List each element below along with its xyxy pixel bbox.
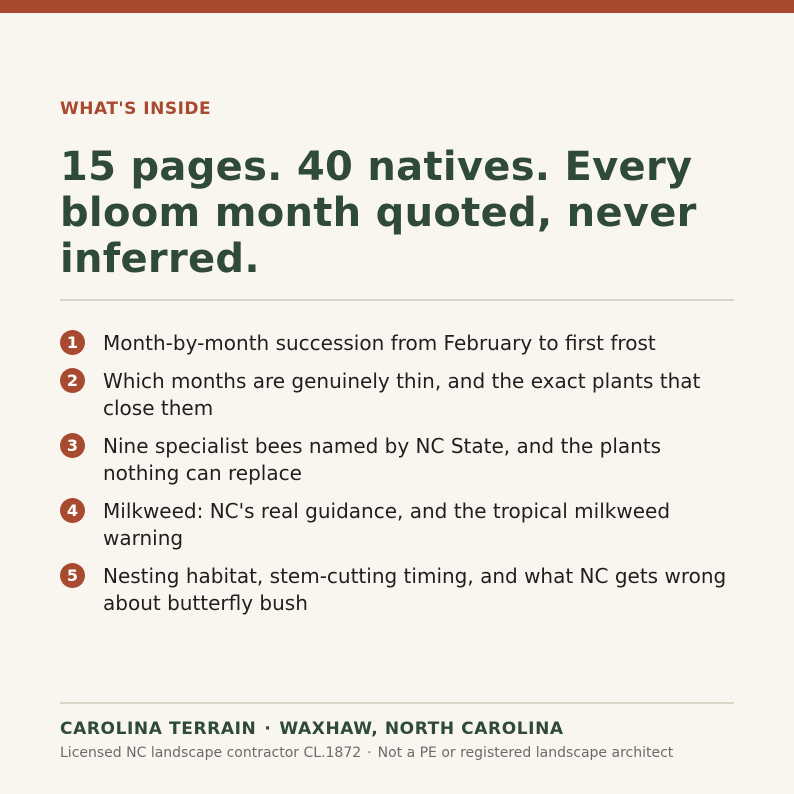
- brand-location: WAXHAW, NORTH CAROLINA: [279, 719, 564, 739]
- footer-license-line: [60, 745, 673, 761]
- list-item: [60, 563, 734, 617]
- divider-bottom: [60, 702, 734, 704]
- list-item-text: Milkweed: NC's real guidance, and the tropical milkweed warning: [103, 499, 671, 550]
- headline: 15 pages. 40 natives. Every bloom month quoted, never inferred.: [60, 144, 697, 282]
- list-item-text: Nine specialist bees named by NC State, and the plants nothing can replace: [103, 434, 662, 485]
- top-accent-bar: [0, 0, 794, 13]
- list-item: [60, 433, 734, 487]
- footer-brand-line: [60, 719, 564, 739]
- number-badge: 5: [60, 563, 85, 588]
- license-separator: ·: [367, 745, 372, 761]
- number-badge: 2: [60, 368, 85, 393]
- eyebrow-label: WHAT'S INSIDE: [60, 99, 212, 119]
- list-item: [60, 330, 734, 357]
- list-item: [60, 498, 734, 552]
- contents-list: [60, 330, 734, 628]
- number-badge: 3: [60, 433, 85, 458]
- list-item-text: Month-by-month succession from February to first frost: [103, 331, 656, 355]
- list-item: [60, 368, 734, 422]
- brand-name: CAROLINA TERRAIN: [60, 719, 257, 739]
- divider-top: [60, 299, 734, 301]
- number-badge: 4: [60, 498, 85, 523]
- number-badge: 1: [60, 330, 85, 355]
- brand-separator: ·: [264, 719, 272, 739]
- list-item-text: Which months are genuinely thin, and the exact plants that close them: [103, 369, 701, 420]
- list-item-text: Nesting habitat, stem-cutting timing, and what NC gets wrong about butterfly bush: [103, 564, 727, 615]
- disclaimer-text: Not a PE or registered landscape architect: [377, 745, 674, 761]
- license-text: Licensed NC landscape contractor CL.1872: [60, 745, 362, 761]
